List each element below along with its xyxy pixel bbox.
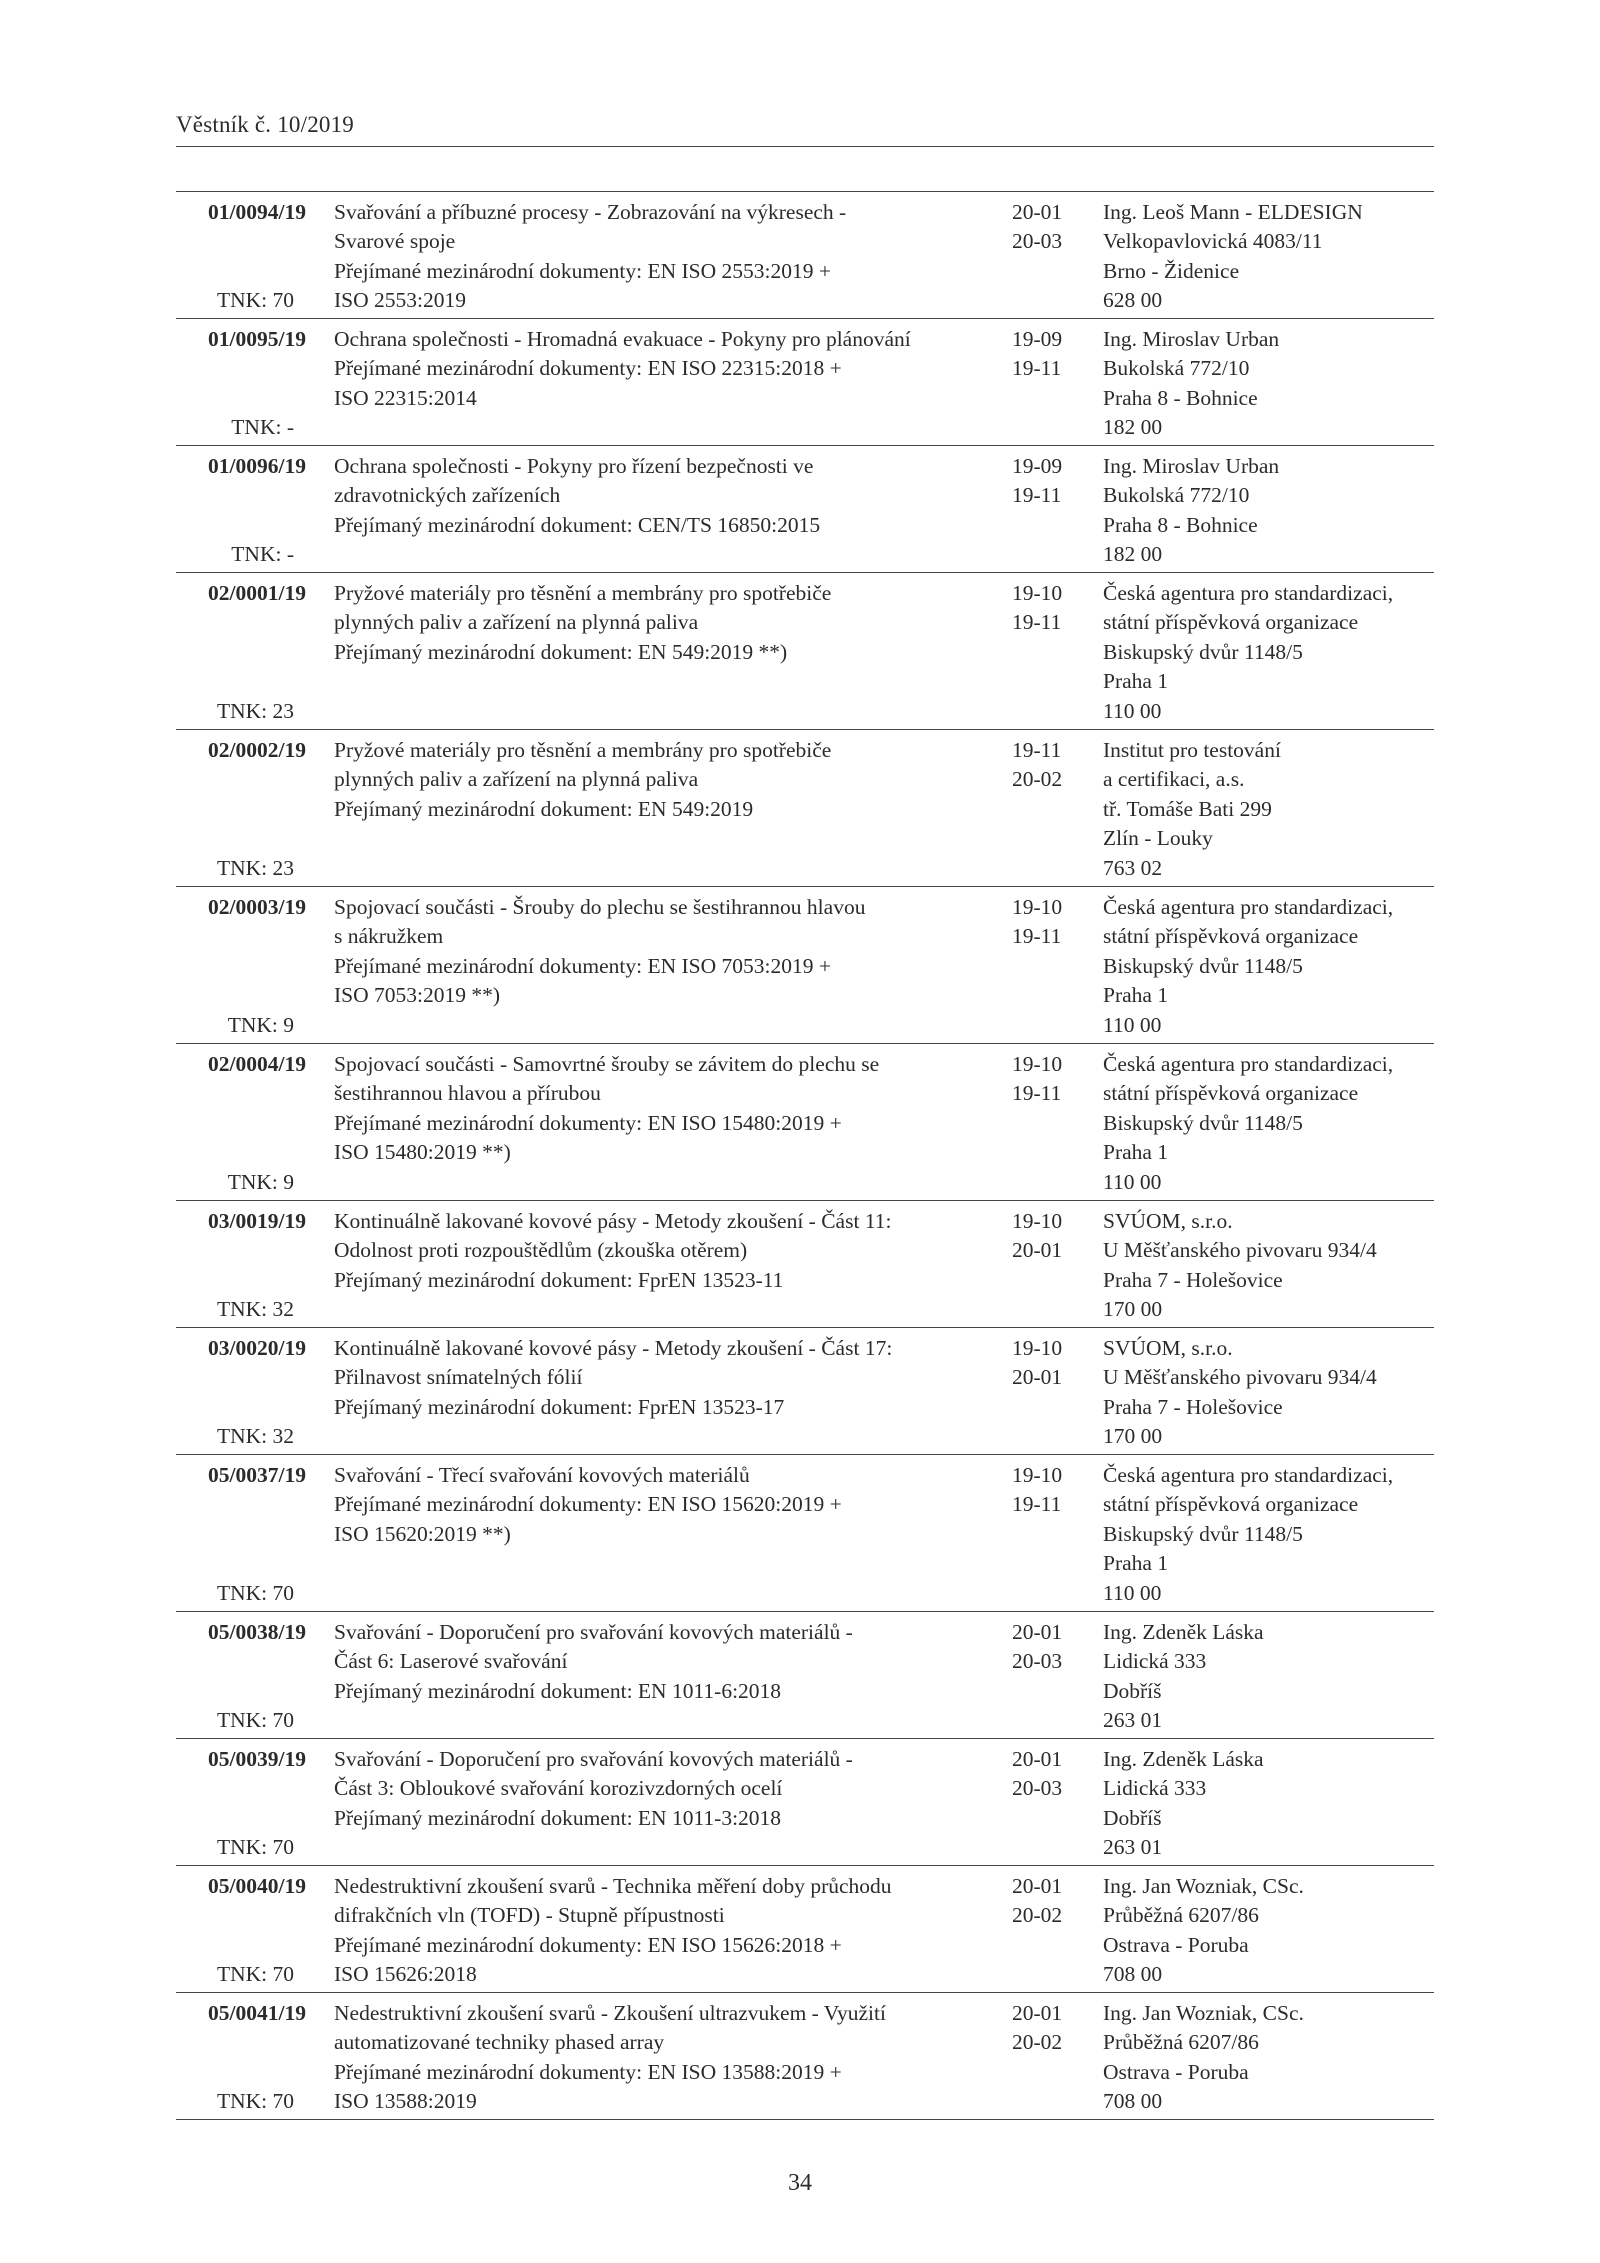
record-title-line: ISO 15626:2018 xyxy=(334,1962,477,1987)
record-title xyxy=(334,198,1024,316)
record-address-line: 110 00 xyxy=(1103,1580,1162,1605)
record-address-line: 110 00 xyxy=(1103,1012,1162,1037)
record-title-line: ISO 22315:2014 xyxy=(334,385,477,410)
record-address-line: Průběžná 6207/86 xyxy=(1103,1903,1259,1928)
record-address-line: Dobříš xyxy=(1103,1805,1162,1830)
record-date: 19-09 xyxy=(1012,454,1063,478)
record-id: 05/0038/19 xyxy=(208,1620,306,1644)
record-tnk: TNK: 70 xyxy=(216,1580,294,1605)
record-dates xyxy=(1012,1872,1092,1931)
record-dates xyxy=(1012,1050,1092,1109)
record-id: 05/0037/19 xyxy=(208,1463,306,1487)
record-title-line: ISO 15620:2019 **) xyxy=(334,1521,511,1546)
record-date: 20-03 xyxy=(1012,1776,1063,1801)
record-id: 05/0039/19 xyxy=(208,1747,306,1771)
record-address-line: 628 00 xyxy=(1103,288,1163,313)
record-id: 03/0020/19 xyxy=(208,1336,306,1360)
record-tnk: TNK: 70 xyxy=(216,1707,294,1732)
record-date: 20-03 xyxy=(1012,1649,1063,1674)
record-date: 19-10 xyxy=(1012,581,1063,605)
record-address-line: Bukolská 772/10 xyxy=(1103,356,1250,381)
record-address-line: 170 00 xyxy=(1103,1424,1163,1449)
record-dates xyxy=(1012,1461,1092,1520)
record-dates xyxy=(1012,1334,1092,1393)
records-table xyxy=(176,191,1434,2120)
record-address-line: Ing. Zdeněk Láska xyxy=(1103,1747,1264,1771)
record-dates xyxy=(1012,1618,1092,1677)
record-address-line: Institut pro testování xyxy=(1103,738,1281,762)
record-title-line: Ochrana společnosti - Pokyny pro řízení bezpečnosti ve xyxy=(334,454,814,478)
record-row xyxy=(176,1455,1434,1612)
page-header-title: Věstník č. 10/2019 xyxy=(176,112,354,137)
record-address-line: 182 00 xyxy=(1103,542,1163,567)
record-title-line: Spojovací součásti - Šrouby do plechu se šestihrannou hlavou xyxy=(334,895,866,919)
record-address-line: Lidická 333 xyxy=(1103,1649,1207,1674)
record-title-line: difrakčních vln (TOFD) - Stupně přípustnosti xyxy=(334,1903,725,1928)
page-number: 34 xyxy=(788,2170,812,2196)
record-title-line: Svařování - Třecí svařování kovových materiálů xyxy=(334,1463,750,1487)
record-title xyxy=(334,1207,1024,1295)
record-address-line: 263 01 xyxy=(1103,1835,1163,1860)
record-date: 20-01 xyxy=(1012,1238,1063,1263)
record-title xyxy=(334,1745,1024,1833)
record-dates xyxy=(1012,198,1092,257)
record-date: 19-09 xyxy=(1012,327,1063,351)
record-address-line: Biskupský dvůr 1148/5 xyxy=(1103,1521,1303,1546)
record-address-line: Zlín - Louky xyxy=(1103,826,1213,851)
record-address-line: Velkopavlovická 4083/11 xyxy=(1103,229,1323,254)
record-row xyxy=(176,1612,1434,1739)
record-title-line: Svarové spoje xyxy=(334,229,456,254)
record-address-line: Ing. Jan Wozniak, CSc. xyxy=(1103,1874,1304,1898)
record-tnk: TNK: 70 xyxy=(216,2088,294,2113)
record-title xyxy=(334,1334,1024,1422)
record-row xyxy=(176,319,1434,446)
record-title-line: s nákružkem xyxy=(334,924,444,949)
record-date: 20-01 xyxy=(1012,2001,1063,2025)
record-title-line: Svařování - Doporučení pro svařování kovových materiálů - xyxy=(334,1747,853,1771)
record-dates xyxy=(1012,1999,1092,2058)
record-date: 20-01 xyxy=(1012,1874,1063,1898)
record-dates xyxy=(1012,1207,1092,1266)
record-id: 01/0095/19 xyxy=(208,327,306,351)
record-title xyxy=(334,893,1024,1011)
record-title-line: Přejímaný mezinárodní dokument: EN 1011-3:2018 xyxy=(334,1805,782,1830)
record-tnk: TNK: 70 xyxy=(216,1834,294,1859)
record-row xyxy=(176,573,1434,730)
record-processor-address xyxy=(1103,452,1438,570)
record-address-line: Praha 1 xyxy=(1103,983,1169,1008)
record-id: 05/0041/19 xyxy=(208,2001,306,2025)
record-date: 19-11 xyxy=(1012,924,1062,949)
record-date: 19-11 xyxy=(1012,483,1062,508)
record-title-line: ISO 2553:2019 xyxy=(334,288,466,313)
record-date: 20-03 xyxy=(1012,229,1063,254)
record-tnk: TNK: - xyxy=(231,541,294,566)
record-date: 20-02 xyxy=(1012,2030,1063,2055)
record-address-line: Brno - Židenice xyxy=(1103,258,1240,283)
record-title-line: ISO 13588:2019 xyxy=(334,2089,477,2114)
record-address-line: státní příspěvková organizace xyxy=(1103,924,1359,949)
record-address-line: Průběžná 6207/86 xyxy=(1103,2030,1259,2055)
record-address-line: Biskupský dvůr 1148/5 xyxy=(1103,1110,1303,1135)
record-title-line: Kontinuálně lakované kovové pásy - Metody zkoušení - Část 17: xyxy=(334,1336,893,1360)
record-address-line: Česká agentura pro standardizaci, xyxy=(1103,895,1394,919)
record-title-line: Přejímané mezinárodní dokumenty: EN ISO 15626:2018 + xyxy=(334,1932,842,1957)
record-address-line: U Měšťanského pivovaru 934/4 xyxy=(1103,1238,1377,1263)
record-address-line: tř. Tomáše Bati 299 xyxy=(1103,796,1272,821)
record-date: 20-02 xyxy=(1012,1903,1063,1928)
record-processor-address xyxy=(1103,1050,1438,1197)
record-title-line: Část 3: Obloukové svařování korozivzdorných ocelí xyxy=(334,1776,783,1801)
record-address-line: 110 00 xyxy=(1103,1169,1162,1194)
record-tnk: TNK: 23 xyxy=(216,855,294,880)
record-title-line: Pryžové materiály pro těsnění a membrány pro spotřebiče xyxy=(334,581,832,605)
record-processor-address xyxy=(1103,198,1438,316)
record-address-line: Biskupský dvůr 1148/5 xyxy=(1103,639,1303,664)
record-date: 20-02 xyxy=(1012,767,1063,792)
record-address-line: státní příspěvková organizace xyxy=(1103,1081,1359,1106)
record-id: 02/0003/19 xyxy=(208,895,306,919)
record-address-line: 708 00 xyxy=(1103,1962,1163,1987)
record-title xyxy=(334,1872,1024,1990)
record-date: 19-11 xyxy=(1012,738,1062,762)
record-row xyxy=(176,730,1434,887)
record-processor-address xyxy=(1103,893,1438,1040)
record-title-line: Přejímaný mezinárodní dokument: EN 549:2019 xyxy=(334,796,754,821)
record-address-line: SVÚOM, s.r.o. xyxy=(1103,1209,1233,1233)
record-address-line: Bukolská 772/10 xyxy=(1103,483,1250,508)
record-processor-address xyxy=(1103,579,1438,726)
record-address-line: Praha 1 xyxy=(1103,1140,1169,1165)
record-row xyxy=(176,1328,1434,1455)
record-title-line: šestihrannou hlavou a přírubou xyxy=(334,1081,601,1106)
record-date: 19-10 xyxy=(1012,1336,1063,1360)
record-address-line: Biskupský dvůr 1148/5 xyxy=(1103,953,1303,978)
record-title-line: Přejímaný mezinárodní dokument: FprEN 13523-17 xyxy=(334,1394,785,1419)
record-title-line: Přilnavost snímatelných fólií xyxy=(334,1365,583,1390)
record-date: 19-10 xyxy=(1012,1052,1063,1076)
record-title xyxy=(334,1050,1024,1168)
record-address-line: a certifikaci, a.s. xyxy=(1103,767,1245,792)
record-id: 01/0096/19 xyxy=(208,454,306,478)
record-date: 20-01 xyxy=(1012,200,1063,224)
record-address-line: 182 00 xyxy=(1103,415,1163,440)
record-row xyxy=(176,1044,1434,1201)
record-title-line: Nedestruktivní zkoušení svarů - Zkoušení ultrazvukem - Využití xyxy=(334,2001,886,2025)
record-row xyxy=(176,887,1434,1044)
record-dates xyxy=(1012,1745,1092,1804)
record-title-line: automatizované techniky phased array xyxy=(334,2030,665,2055)
record-processor-address xyxy=(1103,736,1438,883)
record-address-line: 708 00 xyxy=(1103,2089,1163,2114)
record-title-line: Svařování - Doporučení pro svařování kovových materiálů - xyxy=(334,1620,853,1644)
record-address-line: Dobříš xyxy=(1103,1678,1162,1703)
record-processor-address xyxy=(1103,1334,1438,1452)
record-row xyxy=(176,1866,1434,1993)
record-address-line: SVÚOM, s.r.o. xyxy=(1103,1336,1233,1360)
record-title-line: plynných paliv a zařízení na plynná paliva xyxy=(334,767,699,792)
record-title-line: Přejímaný mezinárodní dokument: FprEN 13523-11 xyxy=(334,1267,784,1292)
record-address-line: 763 02 xyxy=(1103,855,1163,880)
record-tnk: TNK: 32 xyxy=(216,1423,294,1448)
record-address-line: Ing. Miroslav Urban xyxy=(1103,327,1280,351)
record-address-line: 110 00 xyxy=(1103,698,1162,723)
record-title xyxy=(334,325,1024,413)
record-address-line: Česká agentura pro standardizaci, xyxy=(1103,1463,1394,1487)
record-address-line: Česká agentura pro standardizaci, xyxy=(1103,581,1394,605)
record-title-line: zdravotnických zařízeních xyxy=(334,483,561,508)
record-id: 02/0001/19 xyxy=(208,581,306,605)
record-date: 19-10 xyxy=(1012,1463,1063,1487)
record-address-line: 170 00 xyxy=(1103,1297,1163,1322)
record-row xyxy=(176,1993,1434,2120)
record-tnk: TNK: 70 xyxy=(216,287,294,312)
record-row xyxy=(176,1739,1434,1866)
record-address-line: Praha 8 - Bohnice xyxy=(1103,512,1258,537)
record-address-line: 263 01 xyxy=(1103,1708,1163,1733)
record-date: 19-10 xyxy=(1012,895,1063,919)
record-title xyxy=(334,452,1024,540)
record-title-line: Přejímané mezinárodní dokumenty: EN ISO 7053:2019 + xyxy=(334,953,831,978)
record-address-line: Ing. Miroslav Urban xyxy=(1103,454,1280,478)
header-divider xyxy=(176,146,1434,147)
record-tnk: TNK: 32 xyxy=(216,1296,294,1321)
record-title-line: Přejímané mezinárodní dokumenty: EN ISO 15480:2019 + xyxy=(334,1110,842,1135)
record-id: 02/0002/19 xyxy=(208,738,306,762)
record-processor-address xyxy=(1103,1618,1438,1736)
record-row xyxy=(176,1201,1434,1328)
record-title-line: Přejímané mezinárodní dokumenty: EN ISO 2553:2019 + xyxy=(334,258,831,283)
record-dates xyxy=(1012,452,1092,511)
record-title xyxy=(334,1461,1024,1549)
record-date: 19-11 xyxy=(1012,610,1062,635)
record-address-line: státní příspěvková organizace xyxy=(1103,1492,1359,1517)
record-address-line: Lidická 333 xyxy=(1103,1776,1207,1801)
record-title xyxy=(334,1618,1024,1706)
record-processor-address xyxy=(1103,1207,1438,1325)
record-address-line: Ing. Zdeněk Láska xyxy=(1103,1620,1264,1644)
record-title-line: Kontinuálně lakované kovové pásy - Metody zkoušení - Část 11: xyxy=(334,1209,892,1233)
record-title xyxy=(334,579,1024,667)
record-title xyxy=(334,736,1024,824)
record-address-line: Ing. Jan Wozniak, CSc. xyxy=(1103,2001,1304,2025)
record-address-line: Praha 1 xyxy=(1103,1551,1169,1576)
record-title-line: Odolnost proti rozpouštědlům (zkouška otěrem) xyxy=(334,1238,748,1263)
record-title-line: Ochrana společnosti - Hromadná evakuace - Pokyny pro plánování xyxy=(334,327,911,351)
record-address-line: Ostrava - Poruba xyxy=(1103,2059,1249,2084)
record-tnk: TNK: 23 xyxy=(216,698,294,723)
record-date: 20-01 xyxy=(1012,1620,1063,1644)
record-processor-address xyxy=(1103,1745,1438,1863)
record-processor-address xyxy=(1103,325,1438,443)
record-title-line: Nedestruktivní zkoušení svarů - Technika měření doby průchodu xyxy=(334,1874,892,1898)
record-address-line: Ing. Leoš Mann - ELDESIGN xyxy=(1103,200,1363,224)
record-title-line: ISO 7053:2019 **) xyxy=(334,983,501,1008)
record-address-line: Praha 8 - Bohnice xyxy=(1103,385,1258,410)
record-address-line: státní příspěvková organizace xyxy=(1103,610,1359,635)
record-address-line: Praha 1 xyxy=(1103,669,1169,694)
record-processor-address xyxy=(1103,1461,1438,1608)
record-date: 19-11 xyxy=(1012,1492,1062,1517)
record-date: 20-01 xyxy=(1012,1365,1063,1390)
record-dates xyxy=(1012,325,1092,384)
record-id: 03/0019/19 xyxy=(208,1209,306,1233)
record-date: 20-01 xyxy=(1012,1747,1063,1771)
record-address-line: Praha 7 - Holešovice xyxy=(1103,1394,1283,1419)
record-title-line: Svařování a příbuzné procesy - Zobrazování na výkresech - xyxy=(334,200,847,224)
record-address-line: Česká agentura pro standardizaci, xyxy=(1103,1052,1394,1076)
record-dates xyxy=(1012,893,1092,952)
record-address-line: Praha 7 - Holešovice xyxy=(1103,1267,1283,1292)
record-title-line: Část 6: Laserové svařování xyxy=(334,1649,568,1674)
record-date: 19-11 xyxy=(1012,356,1062,381)
record-date: 19-11 xyxy=(1012,1081,1062,1106)
record-date: 19-10 xyxy=(1012,1209,1063,1233)
record-title-line: Přejímaný mezinárodní dokument: EN 549:2019 **) xyxy=(334,639,788,664)
record-dates xyxy=(1012,736,1092,795)
record-address-line: U Měšťanského pivovaru 934/4 xyxy=(1103,1365,1377,1390)
record-tnk: TNK: 9 xyxy=(227,1169,294,1194)
record-title xyxy=(334,1999,1024,2117)
record-id: 02/0004/19 xyxy=(208,1052,306,1076)
record-tnk: TNK: 9 xyxy=(227,1012,294,1037)
record-row xyxy=(176,446,1434,573)
record-title-line: ISO 15480:2019 **) xyxy=(334,1140,511,1165)
record-title-line: plynných paliv a zařízení na plynná paliva xyxy=(334,610,699,635)
record-tnk: TNK: - xyxy=(231,414,294,439)
record-row xyxy=(176,192,1434,319)
record-title-line: Přejímané mezinárodní dokumenty: EN ISO 15620:2019 + xyxy=(334,1492,842,1517)
record-processor-address xyxy=(1103,1872,1438,1990)
record-title-line: Přejímané mezinárodní dokumenty: EN ISO 13588:2019 + xyxy=(334,2059,842,2084)
record-address-line: Ostrava - Poruba xyxy=(1103,1932,1249,1957)
record-id: 05/0040/19 xyxy=(208,1874,306,1898)
record-title-line: Přejímané mezinárodní dokumenty: EN ISO 22315:2018 + xyxy=(334,356,842,381)
record-processor-address xyxy=(1103,1999,1438,2117)
record-title-line: Spojovací součásti - Samovrtné šrouby se závitem do plechu se xyxy=(334,1052,880,1076)
record-title-line: Přejímaný mezinárodní dokument: CEN/TS 16850:2015 xyxy=(334,512,821,537)
record-title-line: Pryžové materiály pro těsnění a membrány pro spotřebiče xyxy=(334,738,832,762)
record-title-line: Přejímaný mezinárodní dokument: EN 1011-6:2018 xyxy=(334,1678,782,1703)
record-tnk: TNK: 70 xyxy=(216,1961,294,1986)
record-id: 01/0094/19 xyxy=(208,200,306,224)
record-dates xyxy=(1012,579,1092,638)
